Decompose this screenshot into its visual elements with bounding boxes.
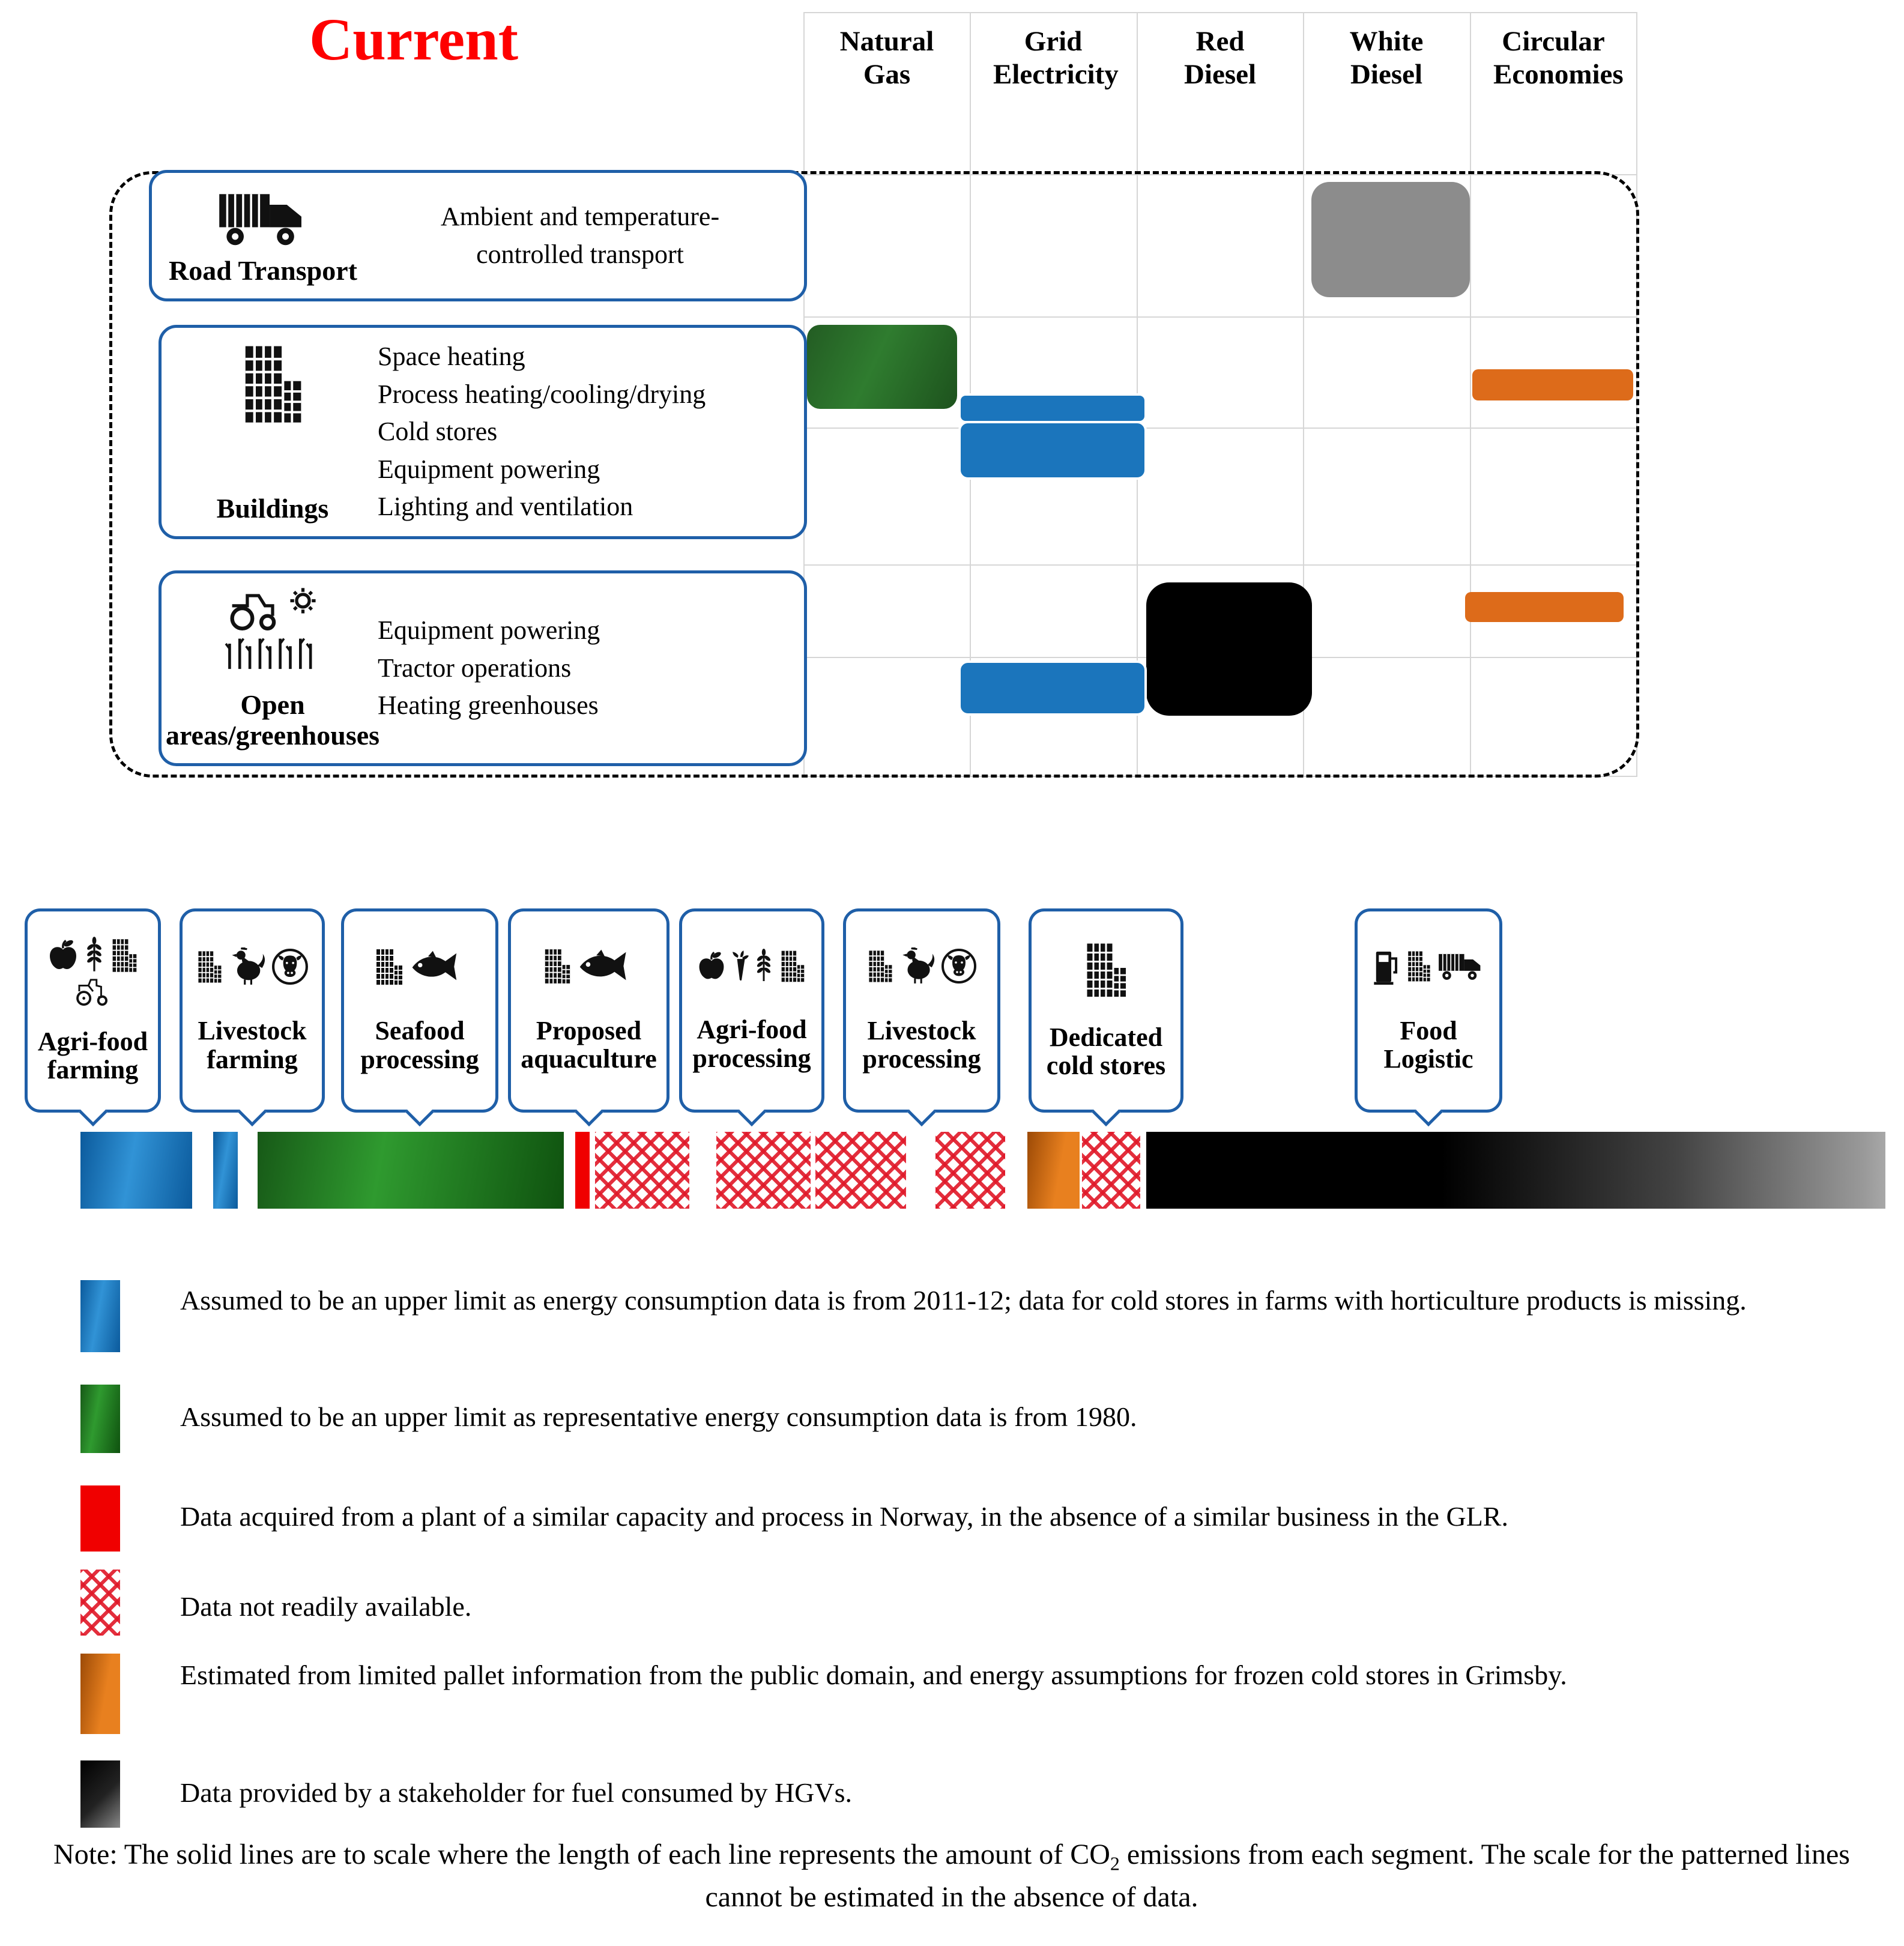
- legend-swatch-orange: [80, 1654, 120, 1734]
- callout-tail: [574, 1098, 603, 1126]
- legend-text-blue: Assumed to be an upper limit as energy consumption data is from 2011-12; data for cold stores in farms with horticulture products is missing.: [180, 1285, 1747, 1316]
- building-icon: [196, 949, 223, 984]
- carrot-icon: [732, 950, 749, 982]
- activity-line: Cold stores: [378, 417, 498, 447]
- truck-icon: [1438, 950, 1484, 982]
- building-icon: [866, 949, 894, 984]
- callout-icons: [866, 947, 977, 985]
- column-header-white-diesel: White Diesel: [1349, 26, 1424, 91]
- callout-food-logistic: [1355, 908, 1502, 1113]
- building-icon: [373, 947, 405, 986]
- fish-icon: [411, 950, 466, 984]
- column-header-natural-gas: Natural Gas: [839, 26, 934, 91]
- callout-label: Seafood processing: [360, 1016, 479, 1074]
- legend-swatch-checker: [80, 1570, 120, 1636]
- scale-note: [51, 1834, 1852, 1918]
- callout-tail: [1092, 1098, 1120, 1126]
- callout-tail: [737, 1098, 766, 1126]
- column-header-grid-electricity: Grid Electricity: [993, 26, 1119, 91]
- bar-segment-proposed-aquaculture: [575, 1132, 590, 1209]
- callout-icons: [196, 947, 309, 986]
- apple-icon: [47, 938, 79, 972]
- bar-segment-proposed-aquaculture-unknown: [595, 1132, 689, 1209]
- legend-swatch-blue: [80, 1280, 120, 1352]
- row-label-road-transport: Road Transport: [169, 255, 357, 286]
- callout-label: Livestock farming: [198, 1016, 307, 1074]
- activity-line: Equipment powering: [378, 615, 600, 645]
- callout-livestock-processing: [843, 908, 1000, 1113]
- callout-tail: [1414, 1098, 1443, 1126]
- note-subscript: 2: [1110, 1852, 1120, 1875]
- building-icon: [779, 949, 806, 983]
- wheat-icon: [85, 937, 104, 974]
- legend-swatch-green: [80, 1385, 120, 1453]
- activity-line: Process heating/cooling/drying: [378, 379, 706, 409]
- row-label-open-areas: Open areas/greenhouses: [165, 689, 380, 751]
- fuel-pump-icon: [1373, 947, 1400, 985]
- callout-icons: [697, 949, 806, 984]
- figure-title: Current: [309, 6, 519, 73]
- truck-icon: [218, 187, 308, 249]
- callout-dedicated-cold-stores: [1029, 908, 1183, 1113]
- building-icon: [1406, 949, 1432, 983]
- callout-icons: [542, 947, 636, 985]
- callout-tail: [907, 1098, 936, 1126]
- callout-label: Food Logistic: [1383, 1015, 1473, 1074]
- callout-icons: [31, 937, 154, 1006]
- callout-tail: [78, 1098, 107, 1126]
- block-buildings-circular-economies: [1472, 369, 1633, 400]
- callout-proposed-aquaculture: [508, 908, 669, 1113]
- callout-icons: [1083, 941, 1129, 999]
- callout-agri-food-farming: [25, 908, 161, 1113]
- activity-line: Equipment powering: [378, 454, 600, 484]
- bar-segment-dedicated-cold-stores-unknown: [1082, 1132, 1140, 1209]
- callout-label: Livestock processing: [862, 1015, 981, 1074]
- legend-text-green: Assumed to be an upper limit as representative energy consumption data is from 1980.: [180, 1401, 1137, 1432]
- row-buildings: [159, 325, 807, 539]
- callout-icons: [373, 947, 466, 986]
- bar-segment-livestock-processing-unknown-1: [815, 1132, 906, 1209]
- block-open-areas-circular-economies: [1465, 592, 1624, 622]
- legend-swatch-black: [80, 1760, 120, 1828]
- row-label-buildings: Buildings: [216, 493, 329, 524]
- activity-line: Tractor operations: [378, 653, 572, 683]
- column-header-red-diesel: Red Diesel: [1183, 26, 1257, 91]
- callout-livestock-farming: [180, 908, 325, 1113]
- bar-segment-agri-food-farming: [80, 1132, 192, 1209]
- block-road-transport-white-diesel: [1311, 182, 1470, 297]
- rooster-icon: [900, 947, 935, 985]
- building-icon: [1083, 941, 1129, 999]
- bar-segment-livestock-farming: [213, 1132, 238, 1209]
- callout-label: Dedicated cold stores: [1046, 1022, 1166, 1081]
- callout-icons: [1373, 947, 1484, 985]
- callout-tail: [405, 1098, 434, 1126]
- block-open-areas-red-diesel: [1146, 582, 1312, 716]
- building-icon: [239, 342, 306, 425]
- callout-label: Agri-food farming: [37, 1026, 148, 1085]
- block-buildings-natural-gas: [807, 325, 957, 409]
- callout-seafood-processing: [341, 908, 498, 1113]
- cow-icon: [271, 948, 309, 985]
- callout-label: Agri-food processing: [692, 1015, 811, 1073]
- activity-line: Heating greenhouses: [378, 690, 599, 721]
- fish-icon: [578, 949, 636, 984]
- note-text: emissions from each segment. The scale for the patterned lines cannot be estimated in the absence of data.: [705, 1839, 1850, 1914]
- rooster-icon: [229, 947, 265, 986]
- bar-segment-seafood-processing: [258, 1132, 564, 1209]
- apple-icon: [697, 950, 726, 982]
- block-open-areas-grid-electricity: [958, 660, 1147, 716]
- wheat-icon: [755, 949, 773, 984]
- tractor-icon: [73, 978, 113, 1006]
- legend-text-orange: Estimated from limited pallet information from the public domain, and energy assumptions for frozen cold stores in Grimsby.: [180, 1660, 1567, 1690]
- grid-line: [803, 12, 1637, 13]
- bar-segment-agri-food-processing-unknown: [716, 1132, 811, 1209]
- activity-line: Lighting and ventilation: [378, 492, 633, 522]
- activity-line: Space heating: [378, 342, 525, 372]
- bar-segment-dedicated-cold-stores: [1027, 1132, 1080, 1209]
- legend-text-checker: Data not readily available.: [180, 1591, 472, 1622]
- legend-swatch-red: [80, 1485, 120, 1552]
- legend-text-red: Data acquired from a plant of a similar capacity and process in Norway, in the absence of a similar business in the GLR.: [180, 1501, 1508, 1532]
- note-text: Note: The solid lines are to scale where the length of each line represents the amount of CO: [53, 1839, 1110, 1870]
- column-header-circular-economies: Circular Economies: [1493, 26, 1624, 91]
- building-icon: [110, 937, 139, 973]
- callout-tail: [238, 1098, 267, 1126]
- building-icon: [542, 947, 572, 985]
- block-buildings-grid-electricity-lower: [958, 421, 1147, 480]
- row-open-areas-greenhouses: [159, 570, 807, 766]
- row-road-transport: [149, 170, 807, 301]
- legend-text-black: Data provided by a stakeholder for fuel consumed by HGVs.: [180, 1777, 853, 1808]
- block-buildings-grid-electricity-upper: [958, 393, 1147, 423]
- bar-segment-food-logistic: [1146, 1132, 1885, 1209]
- cow-icon: [941, 948, 977, 984]
- bar-segment-livestock-processing-unknown-2: [935, 1132, 1005, 1209]
- callout-agri-food-processing: [679, 908, 824, 1113]
- callout-label: Proposed aquaculture: [521, 1015, 657, 1074]
- farm-icon: [225, 588, 321, 674]
- activity-line: Ambient and temperature-controlled transport: [440, 202, 720, 269]
